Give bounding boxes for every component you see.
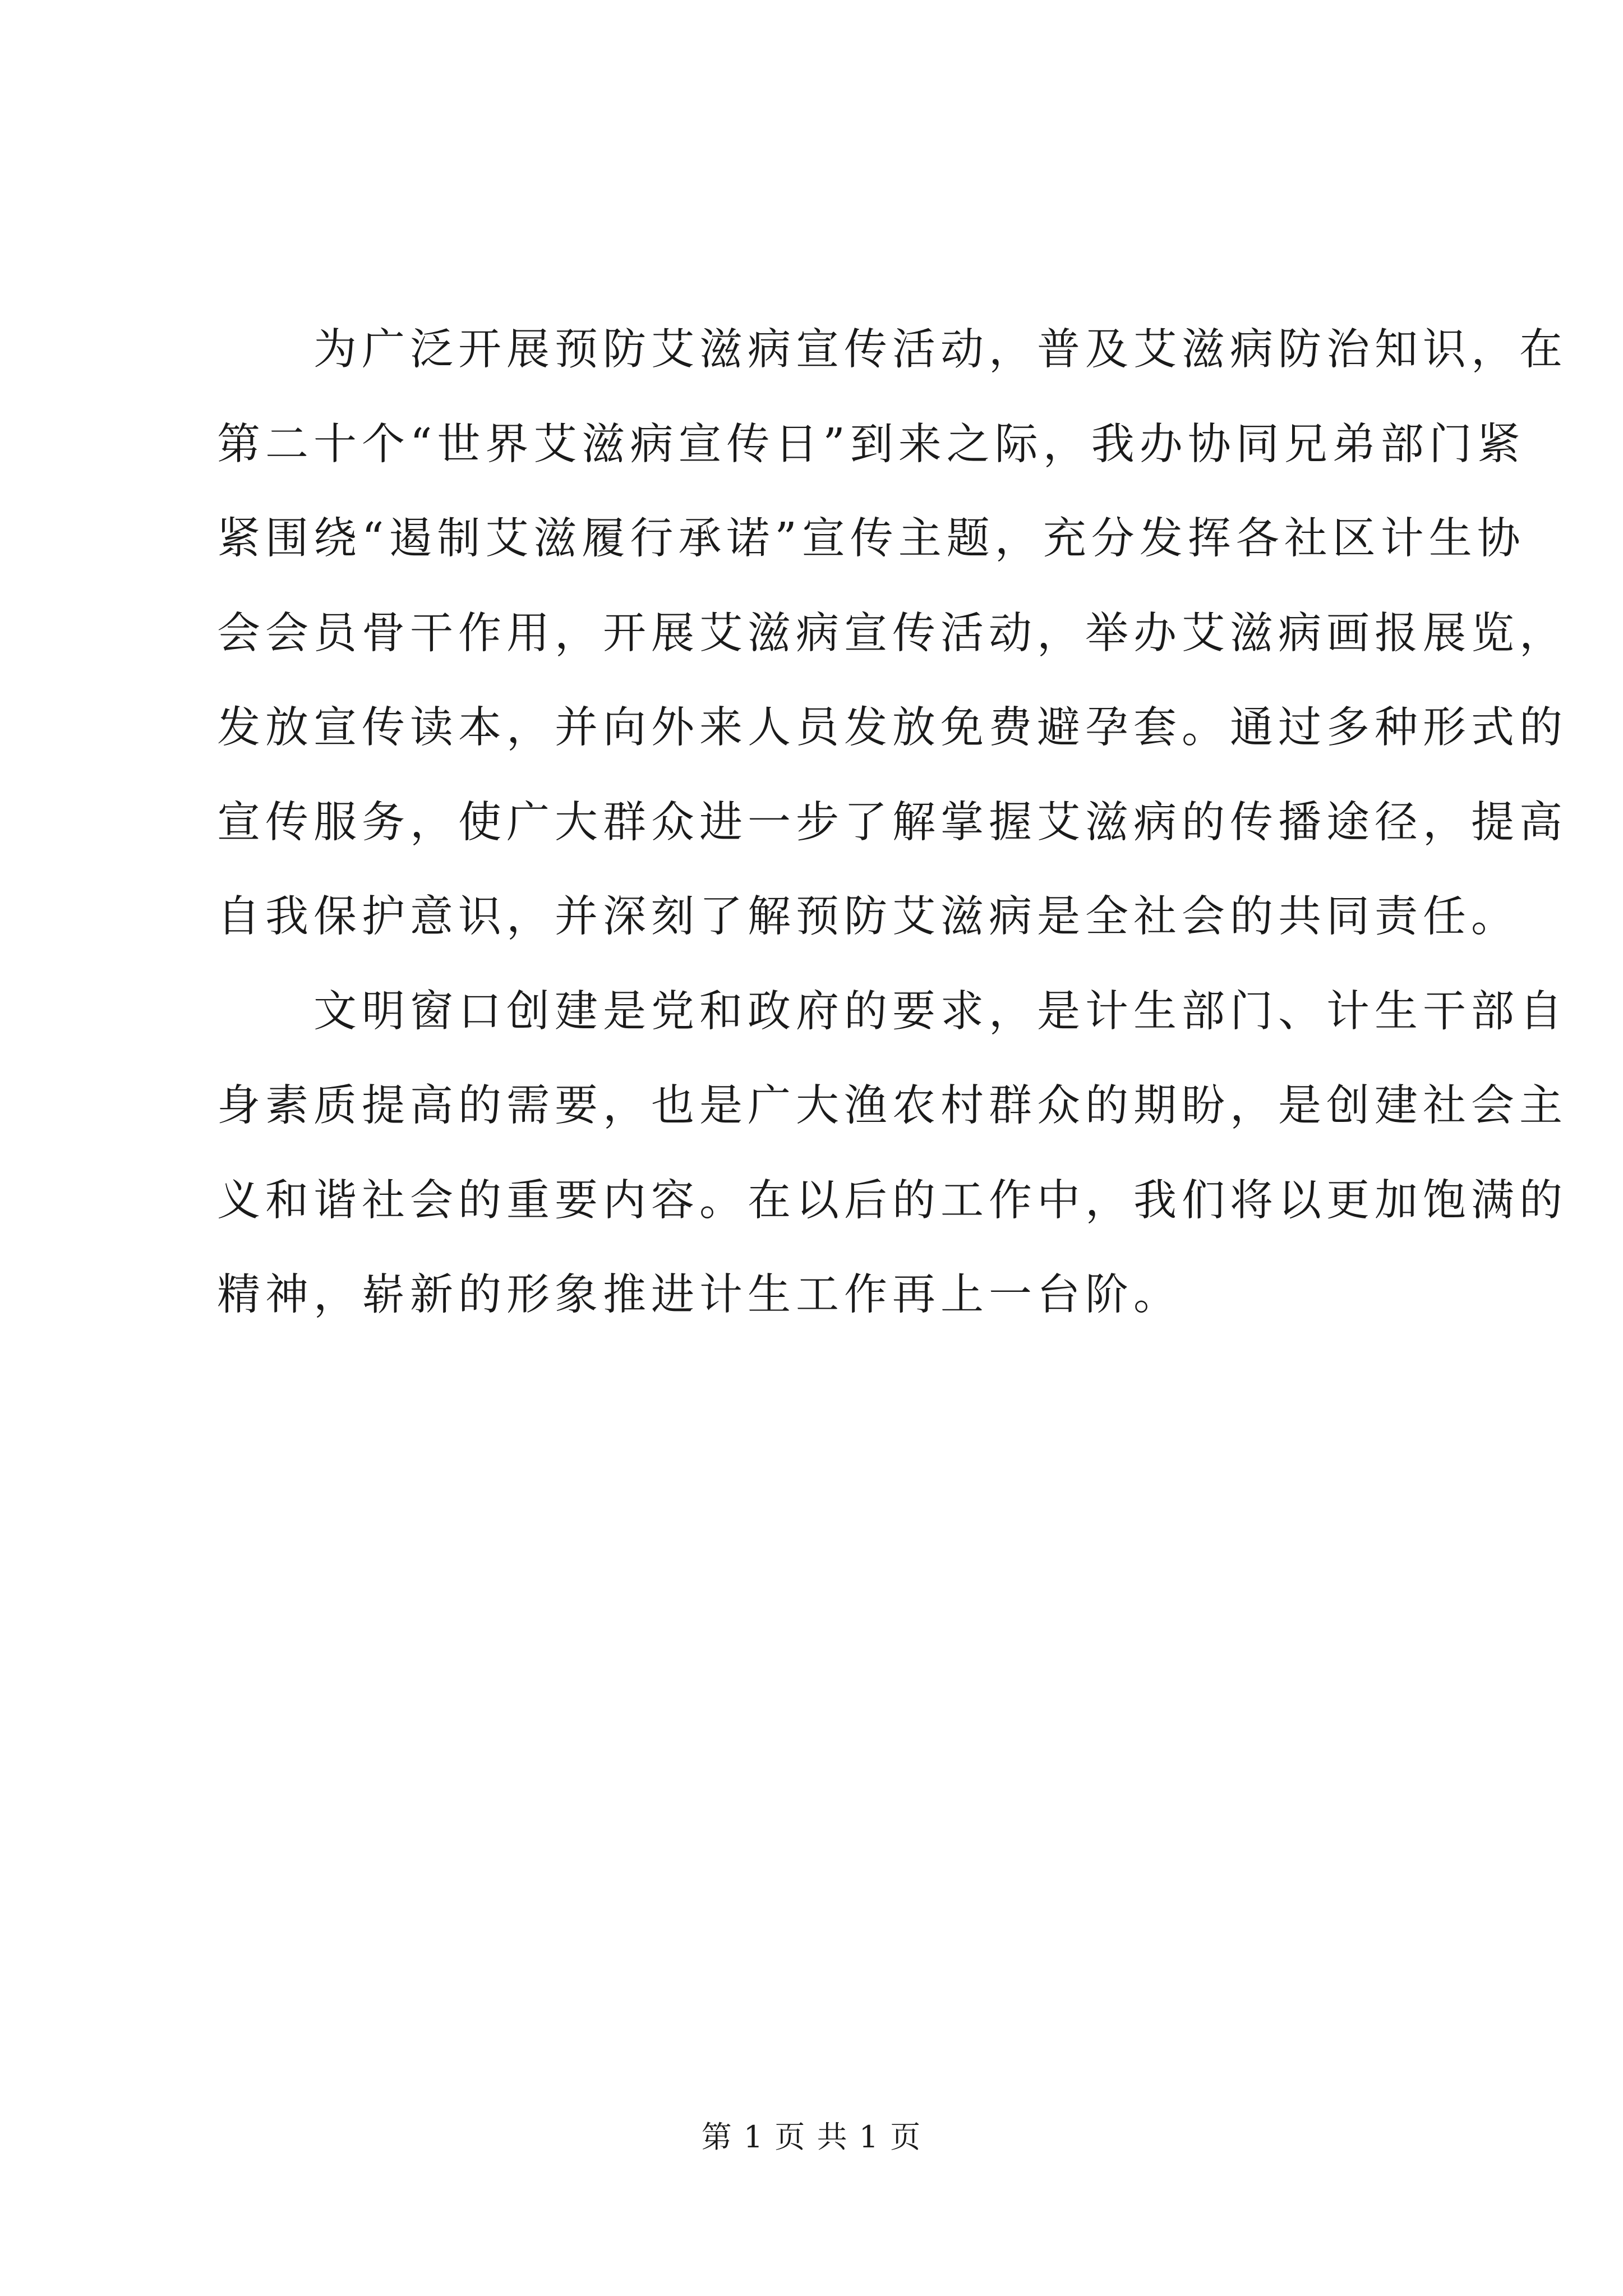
text-line: 宣传服务，使广大群众进一步了解掌握艾滋病的传播途径，提高 [217, 797, 1567, 848]
text-line: 义和谐社会的重要内容。在以后的工作中，我们将以更加饱满的 [217, 1175, 1567, 1226]
page-footer [0, 2115, 1623, 2160]
text-line: 精神，崭新的形象推进计生工作再上一台阶。 [217, 1270, 1182, 1320]
text-line: 紧围绕“遏制艾滋履行承诺”宣传主题，充分发挥各社区计生协 [217, 514, 1525, 564]
paragraph-2 [217, 965, 1567, 1343]
text-line: 为广泛开展预防艾滋病宣传活动，普及艾滋病防治知识，在 [217, 325, 1567, 375]
document-body [217, 303, 1567, 1343]
page-number-label: 第 1 页 共 1 页 [701, 2119, 922, 2155]
text-line: 发放宣传读本，并向外来人员发放免费避孕套。通过多种形式的 [217, 703, 1567, 753]
text-line: 身素质提高的需要，也是广大渔农村群众的期盼，是创建社会主 [217, 1081, 1567, 1131]
text-line: 第二十个“世界艾滋病宣传日”到来之际，我办协同兄弟部门紧 [217, 419, 1525, 470]
paragraph-1 [217, 303, 1567, 965]
text-line: 自我保护意识，并深刻了解预防艾滋病是全社会的共同责任。 [217, 892, 1519, 942]
text-line: 文明窗口创建是党和政府的要求，是计生部门、计生干部自 [217, 986, 1567, 1037]
text-line: 会会员骨干作用，开展艾滋病宣传活动，举办艾滋病画报展览， [217, 608, 1567, 659]
